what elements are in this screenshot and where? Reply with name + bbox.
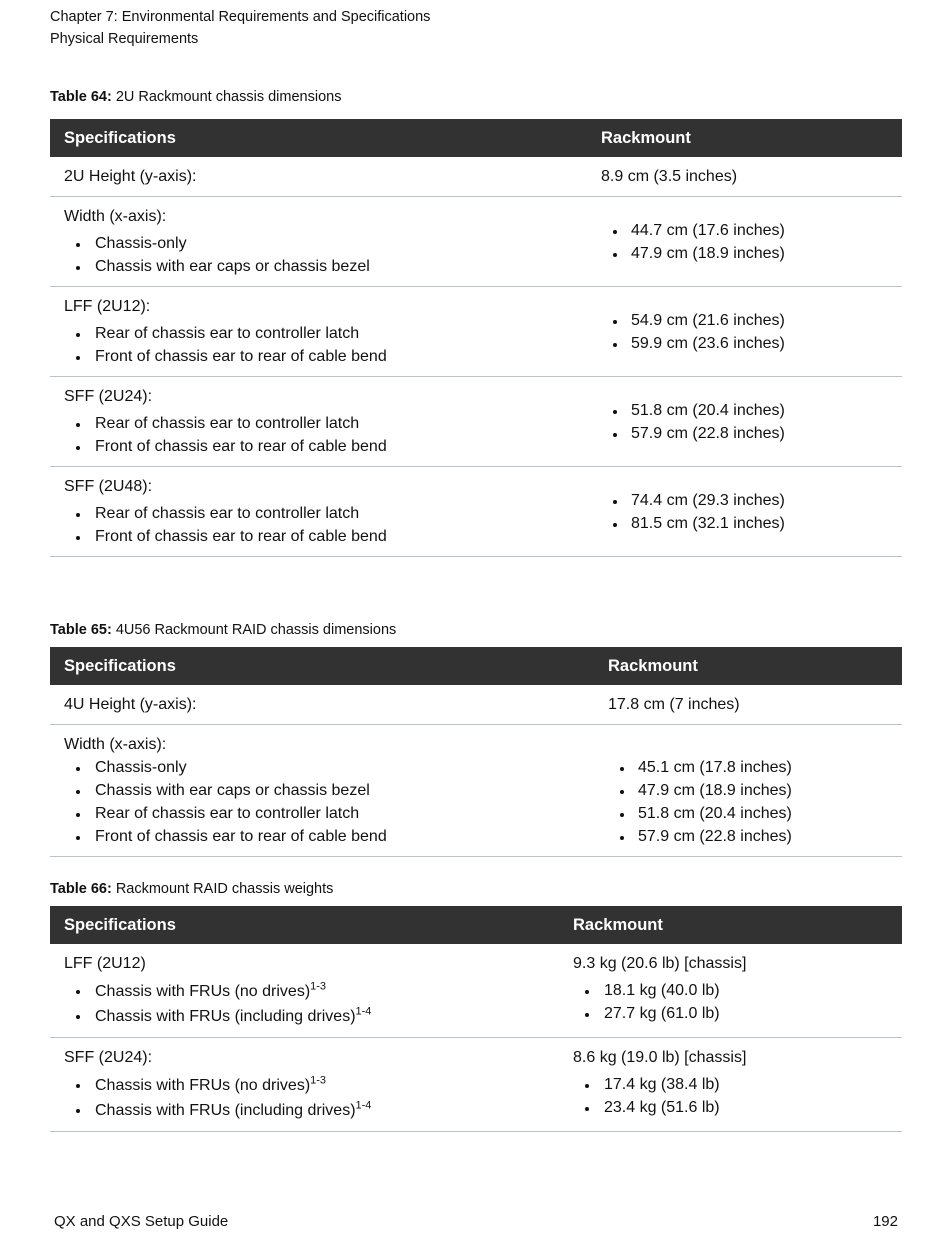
bullet-list (64, 979, 559, 1029)
bullet-list (64, 412, 587, 458)
list-item: 47.9 cm (18.9 inches) (608, 779, 902, 802)
list-item: 51.8 cm (20.4 inches) (601, 399, 902, 422)
table-row (50, 944, 902, 1038)
row-values-cell (559, 944, 902, 1038)
row-label: LFF (2U12): (64, 298, 151, 315)
list-item: Rear of chassis ear to controller latch (64, 412, 587, 435)
list-item: 59.9 cm (23.6 inches) (601, 332, 902, 355)
bullet-list (608, 756, 902, 848)
row-label: LFF (2U12) (64, 955, 146, 972)
list-item: 81.5 cm (32.1 inches) (601, 512, 902, 535)
row-values-cell (587, 467, 902, 557)
table-64 (50, 119, 902, 557)
list-item: 57.9 cm (22.8 inches) (608, 825, 902, 848)
list-item: Front of chassis ear to rear of cable bend (64, 525, 587, 548)
table-row (50, 1038, 902, 1132)
list-item: Rear of chassis ear to controller latch (64, 502, 587, 525)
list-item: Front of chassis ear to rear of cable bend (64, 435, 587, 458)
bullet-list (601, 309, 902, 355)
table-header-row (50, 119, 902, 157)
table-65-title: 4U56 Rackmount RAID chassis dimensions (115, 622, 397, 638)
row-label: 4U Height (y-axis): (50, 685, 594, 725)
table-66-caption (50, 881, 333, 897)
table-64-title: 2U Rackmount chassis dimensions (115, 89, 342, 105)
item-text: Chassis with FRUs (including drives) (95, 1102, 356, 1119)
bullet-list (573, 1073, 902, 1119)
list-item: Rear of chassis ear to controller latch (64, 322, 587, 345)
row-head-value: 9.3 kg (20.6 lb) [chassis] (573, 955, 747, 972)
list-item: 27.7 kg (61.0 lb) (573, 1002, 902, 1025)
column-header-specifications: Specifications (50, 647, 594, 685)
row-spec-cell (50, 467, 587, 557)
row-values-cell (559, 1038, 902, 1132)
table-66-label: Table 66: (50, 881, 112, 897)
running-header (50, 6, 430, 50)
table-66 (50, 906, 902, 1132)
footnote-ref: 1-3 (310, 1074, 327, 1087)
footer-doc-title: QX and QXS Setup Guide (54, 1213, 229, 1230)
row-spec-cell (50, 944, 559, 1038)
item-text: Chassis with FRUs (no drives) (95, 983, 311, 1000)
table-row (50, 157, 902, 197)
table-row (50, 377, 902, 467)
row-label: Width (x-axis): (64, 736, 167, 753)
row-spec-cell (50, 725, 594, 857)
bullet-list (64, 756, 594, 848)
row-spec-cell (50, 377, 587, 467)
table-65-caption (50, 622, 396, 638)
bullet-list (64, 1073, 559, 1123)
list-item: 23.4 kg (51.6 lb) (573, 1096, 902, 1119)
row-head-value: 8.6 kg (19.0 lb) [chassis] (573, 1049, 747, 1066)
bullet-list (573, 979, 902, 1025)
list-item: 54.9 cm (21.6 inches) (601, 309, 902, 332)
list-item: Front of chassis ear to rear of cable bend (64, 345, 587, 368)
row-spec-cell (50, 1038, 559, 1132)
table-65 (50, 647, 902, 857)
bullet-list (601, 489, 902, 535)
bullet-list (64, 322, 587, 368)
list-item (64, 1004, 559, 1029)
footnote-ref: 1-4 (355, 1099, 372, 1112)
table-row (50, 467, 902, 557)
row-label: SFF (2U24): (64, 388, 153, 405)
row-values-cell (587, 287, 902, 377)
table-row (50, 197, 902, 287)
table-row (50, 725, 902, 857)
table-64-caption (50, 89, 341, 105)
bullet-list (64, 502, 587, 548)
list-item: Chassis with ear caps or chassis bezel (64, 255, 587, 278)
row-values-cell (587, 377, 902, 467)
bullet-list (601, 399, 902, 445)
list-item: Rear of chassis ear to controller latch (64, 802, 594, 825)
item-text: Chassis with FRUs (no drives) (95, 1077, 311, 1094)
row-values-cell (587, 197, 902, 287)
item-text: Chassis with FRUs (including drives) (95, 1008, 356, 1025)
table-row (50, 685, 902, 725)
row-value: 8.9 cm (3.5 inches) (587, 157, 902, 197)
list-item: Chassis with ear caps or chassis bezel (64, 779, 594, 802)
column-header-specifications: Specifications (50, 119, 587, 157)
list-item: 17.4 kg (38.4 lb) (573, 1073, 902, 1096)
footnote-ref: 1-3 (310, 980, 327, 993)
column-header-rackmount: Rackmount (587, 119, 902, 157)
row-label: 2U Height (y-axis): (50, 157, 587, 197)
row-spec-cell (50, 287, 587, 377)
list-item (64, 1073, 559, 1098)
column-header-rackmount: Rackmount (559, 906, 902, 944)
bullet-list (64, 232, 587, 278)
bullet-list (601, 219, 902, 265)
list-item (64, 979, 559, 1004)
row-spec-cell (50, 197, 587, 287)
row-values-cell (594, 725, 902, 857)
list-item: Chassis-only (64, 232, 587, 255)
table-66-title: Rackmount RAID chassis weights (115, 881, 334, 897)
table-64-label: Table 64: (50, 89, 112, 105)
page-number: 192 (872, 1213, 898, 1230)
chapter-title: Chapter 7: Environmental Requirements and Specifications (50, 9, 431, 25)
section-title: Physical Requirements (50, 31, 199, 47)
list-item: Chassis-only (64, 756, 594, 779)
row-label: Width (x-axis): (64, 208, 167, 225)
list-item (64, 1098, 559, 1123)
column-header-specifications: Specifications (50, 906, 559, 944)
column-header-rackmount: Rackmount (594, 647, 902, 685)
list-item: 51.8 cm (20.4 inches) (608, 802, 902, 825)
table-header-row (50, 906, 902, 944)
table-header-row (50, 647, 902, 685)
list-item: 44.7 cm (17.6 inches) (601, 219, 902, 242)
footnote-ref: 1-4 (355, 1005, 372, 1018)
row-label: SFF (2U24): (64, 1049, 153, 1066)
list-item: 45.1 cm (17.8 inches) (608, 756, 902, 779)
list-item: 18.1 kg (40.0 lb) (573, 979, 902, 1002)
table-row (50, 287, 902, 377)
list-item: Front of chassis ear to rear of cable bend (64, 825, 594, 848)
row-label: SFF (2U48): (64, 478, 153, 495)
list-item: 57.9 cm (22.8 inches) (601, 422, 902, 445)
list-item: 47.9 cm (18.9 inches) (601, 242, 902, 265)
table-65-label: Table 65: (50, 622, 112, 638)
list-item: 74.4 cm (29.3 inches) (601, 489, 902, 512)
row-value: 17.8 cm (7 inches) (594, 685, 902, 725)
